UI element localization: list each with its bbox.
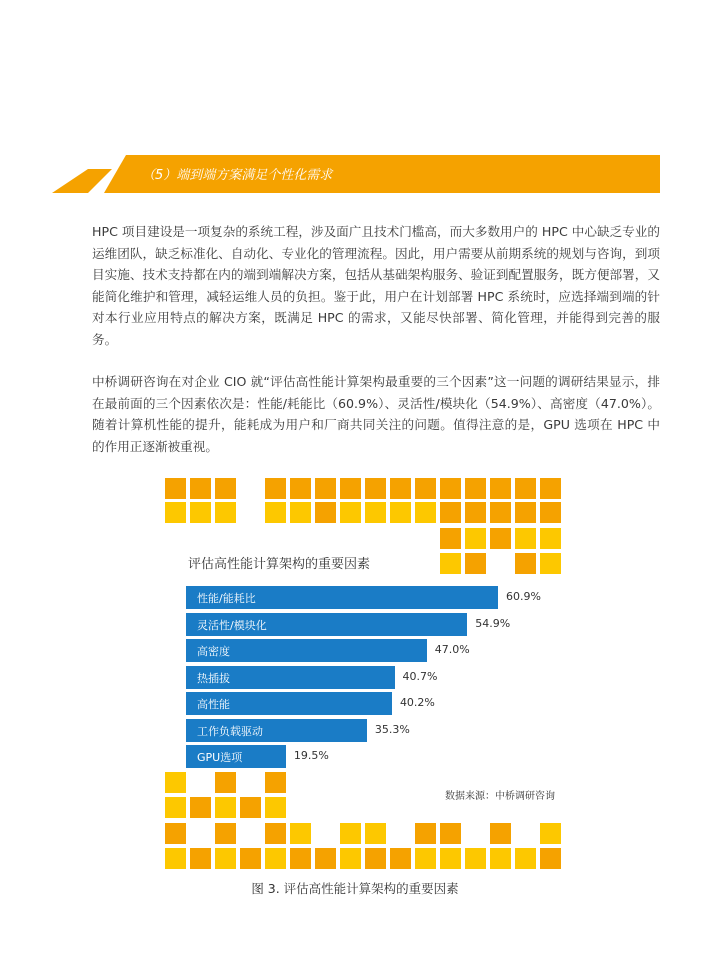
bar <box>186 745 286 768</box>
decor-square <box>365 848 386 869</box>
decor-square <box>415 823 436 844</box>
decor-square <box>165 502 186 523</box>
decor-square <box>440 478 461 499</box>
decor-square <box>415 478 436 499</box>
bar <box>186 719 367 742</box>
decor-square <box>465 553 486 574</box>
decor-square <box>240 848 261 869</box>
decor-square <box>440 848 461 869</box>
decor-square <box>340 502 361 523</box>
decor-square <box>265 502 286 523</box>
decor-square <box>315 478 336 499</box>
decor-square <box>490 478 511 499</box>
bar <box>186 613 467 636</box>
decor-square <box>165 848 186 869</box>
decor-square <box>440 502 461 523</box>
bar-value-label: 35.3% <box>374 722 410 736</box>
decor-square <box>540 528 561 549</box>
bar <box>186 639 427 662</box>
decor-square <box>265 823 286 844</box>
bar <box>186 586 498 609</box>
decor-square <box>315 848 336 869</box>
decor-square <box>215 772 236 793</box>
decor-square <box>465 528 486 549</box>
decor-square <box>165 478 186 499</box>
figure-caption: 图 3. 评估高性能计算架构的重要因素 <box>251 881 459 896</box>
decor-square <box>540 848 561 869</box>
decor-square <box>415 848 436 869</box>
decor-square <box>290 502 311 523</box>
decor-square <box>290 823 311 844</box>
decor-square <box>515 848 536 869</box>
decor-square <box>215 823 236 844</box>
decor-square <box>365 478 386 499</box>
decor-square <box>440 553 461 574</box>
bar-category-label: 工作负载驱动 <box>197 724 263 738</box>
decor-square <box>365 823 386 844</box>
bar-value-label: 40.2% <box>399 696 435 709</box>
bar-value-label: 60.9% <box>506 590 541 603</box>
section-title: （5）端到端方案满足个性化需求 <box>142 168 333 183</box>
decor-square <box>265 772 286 793</box>
decor-square <box>515 528 536 549</box>
decor-square <box>340 478 361 499</box>
decor-square <box>390 848 411 869</box>
decor-square <box>165 772 186 793</box>
decor-square <box>515 502 536 523</box>
chart-source: 数据来源：中桥调研咨询 <box>445 791 555 802</box>
bar-category-label: 灵活性/模块化 <box>197 618 267 632</box>
decor-square <box>540 553 561 574</box>
decor-square <box>190 478 211 499</box>
decor-square <box>390 502 411 523</box>
decor-square <box>290 848 311 869</box>
decor-square <box>440 528 461 549</box>
bar-category-label: 性能/能耗比 <box>197 592 256 605</box>
bar-value-label: 54.9% <box>475 616 511 630</box>
bar-value-label: 40.7% <box>402 669 438 683</box>
decor-square <box>165 823 186 844</box>
decor-square <box>190 502 211 523</box>
decor-square <box>440 823 461 844</box>
bar-category-label: 高密度 <box>197 645 230 658</box>
decor-square <box>190 848 211 869</box>
decor-square <box>290 478 311 499</box>
decor-square <box>265 478 286 499</box>
decor-square <box>340 848 361 869</box>
bar <box>186 692 392 715</box>
body-paragraph-1: HPC 项目建设是一项复杂的系统工程，涉及面广且技术门槛高，而大多数用户的 HPC 中心缺乏专业的运维团队，缺乏标准化、自动化、专业化的管理流程。因此，用户需要从前期系统的规划与咨询，到项目实施、技术支持都在内的端到端解决方案，包括从基础架构服务、验证到配置服务，既方便部署，又能简化维护和管理，减轻运维人员的负担。鉴于此，用户在计划部署 HPC 系统时，应选择端到端的针对本行业应用特点的解决方案，既满足 HPC 的需求，又能尽快部署、简化管理，并能得到完善的服务。 <box>92 224 660 347</box>
decor-square <box>540 823 561 844</box>
decor-square <box>265 797 286 818</box>
decor-square <box>390 478 411 499</box>
bar <box>186 666 395 689</box>
decor-square <box>365 502 386 523</box>
decor-square <box>465 478 486 499</box>
decor-square <box>515 553 536 574</box>
decor-square <box>490 502 511 523</box>
decor-square <box>490 848 511 869</box>
decor-square <box>515 478 536 499</box>
decor-square <box>540 478 561 499</box>
decor-square <box>465 502 486 523</box>
section-banner <box>52 155 660 193</box>
chart-title: 评估高性能计算架构的重要因素 <box>188 557 371 572</box>
decor-square <box>265 848 286 869</box>
bar-value-label: 47.0% <box>434 643 470 656</box>
bar-category-label: 高性能 <box>197 698 230 711</box>
bar-category-label: 热插拔 <box>197 671 230 685</box>
decor-square <box>215 502 236 523</box>
bar-value-label: 19.5% <box>293 749 329 762</box>
decor-square <box>490 823 511 844</box>
decor-square <box>215 478 236 499</box>
decor-square <box>540 502 561 523</box>
decor-square <box>240 797 261 818</box>
bar-category-label: GPU选项 <box>197 751 243 764</box>
decor-square <box>490 528 511 549</box>
decor-square <box>415 502 436 523</box>
decor-square <box>465 848 486 869</box>
decor-square <box>340 823 361 844</box>
decor-square <box>165 797 186 818</box>
decor-square <box>315 502 336 523</box>
body-paragraph-2: 中桥调研咨询在对企业 CIO 就“评估高性能计算架构最重要的三个因素”这一问题的调研结果显示，排在最前面的三个因素依次是：性能/耗能比（60.9%）、灵活性/模块化（54.9%）、高密度（47.0%）。随着计算机性能的提升，能耗成为用户和厂商共同关注的问题。值得注意的是，GPU 选项在 HPC 中的作用正逐渐被重视。 <box>92 374 660 454</box>
decor-square <box>215 797 236 818</box>
decor-square <box>215 848 236 869</box>
decor-square <box>190 797 211 818</box>
